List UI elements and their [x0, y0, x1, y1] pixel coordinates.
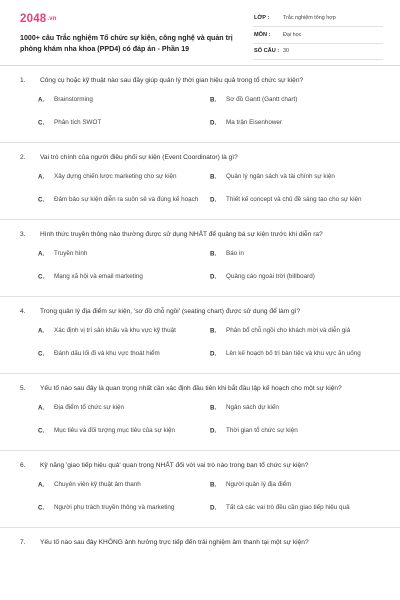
option-letter: A.: [38, 404, 45, 411]
answer-option-d[interactable]: [210, 423, 382, 438]
question-number: 7.: [20, 539, 26, 546]
option-letter: B.: [210, 327, 217, 334]
meta-row-count: [253, 46, 383, 60]
meta-value: Trắc nghiệm tổng hợp: [283, 15, 336, 22]
option-text: Xác định vị trí sân khấu và khu vực kỹ thuật: [54, 326, 176, 334]
option-text: Lên kế hoạch bố trí bàn tiệc và khu vực ăn uống: [226, 349, 361, 357]
answer-option-a[interactable]: [38, 323, 210, 338]
answer-option-a[interactable]: [38, 92, 210, 107]
option-letter: C.: [38, 504, 45, 511]
meta-label: MÔN :: [254, 31, 271, 38]
option-text: Ma trận Eisenhower: [226, 118, 282, 126]
question-text: Công cụ hoặc kỹ thuật nào sau đây giúp quản lý thời gian hiệu quả trong tổ chức sự kiện?: [40, 77, 304, 84]
answer-option-b[interactable]: [210, 92, 382, 107]
option-letter: A.: [38, 481, 45, 488]
question-text: Yếu tố nào sau đây là quan trọng nhất cần xác định đầu tiên khi bắt đầu lập kế hoạch cho một sự kiện?: [40, 385, 342, 392]
question-prompt: [20, 76, 382, 86]
option-text: Thời gian tổ chức sự kiện: [226, 426, 298, 434]
option-letter: C.: [38, 196, 45, 203]
answer-option-c[interactable]: [38, 115, 210, 130]
option-letter: B.: [210, 481, 217, 488]
brand-tld: .vn: [47, 15, 57, 22]
answer-option-b[interactable]: [210, 477, 382, 492]
answer-option-d[interactable]: [210, 115, 382, 130]
answer-option-a[interactable]: [38, 400, 210, 415]
option-text: Mạng xã hội và email marketing: [54, 272, 143, 280]
answer-options: [20, 477, 382, 523]
option-letter: C.: [38, 119, 45, 126]
answer-options: [20, 323, 382, 369]
option-letter: C.: [38, 273, 45, 280]
meta-value: 30: [283, 48, 289, 55]
question-1: [0, 66, 400, 143]
option-letter: A.: [38, 250, 45, 257]
option-letter: B.: [210, 404, 217, 411]
meta-row-subject: [253, 30, 383, 44]
option-letter: A.: [38, 96, 45, 103]
question-3: [0, 220, 400, 297]
option-text: Sơ đồ Gantt (Gantt chart): [226, 95, 298, 103]
option-text: Mục tiêu và đối tượng mục tiêu của sự kiện: [54, 426, 176, 434]
option-text: Tất cả các vai trò đều cần giao tiếp hiệu quả: [226, 503, 350, 511]
question-number: 6.: [20, 462, 26, 469]
option-letter: A.: [38, 327, 45, 334]
option-letter: B.: [210, 173, 217, 180]
meta-value: Đại học: [283, 31, 302, 38]
option-letter: D.: [210, 504, 217, 511]
question-7: [0, 528, 400, 558]
option-letter: C.: [38, 350, 45, 357]
option-letter: D.: [210, 350, 217, 357]
answer-options: [20, 92, 382, 138]
question-number: 5.: [20, 385, 26, 392]
answer-option-c[interactable]: [38, 500, 210, 515]
question-5: [0, 374, 400, 451]
answer-option-a[interactable]: [38, 246, 210, 261]
question-prompt: [20, 538, 382, 548]
question-prompt: [20, 230, 382, 240]
option-text: Phân tích SWOT: [54, 118, 102, 126]
answer-option-b[interactable]: [210, 169, 382, 184]
question-prompt: [20, 153, 382, 163]
option-text: Brainstorming: [54, 95, 93, 103]
answer-option-b[interactable]: [210, 323, 382, 338]
meta-label: SỐ CÂU :: [254, 48, 280, 54]
option-text: Phân bổ chỗ ngồi cho khách mời và diễn giả: [226, 326, 351, 334]
answer-option-b[interactable]: [210, 246, 382, 261]
question-number: 3.: [20, 231, 26, 238]
meta-label: LỚP :: [254, 15, 270, 21]
question-number: 1.: [20, 77, 26, 84]
option-text: Người quản lý địa điểm: [226, 480, 292, 488]
answer-option-d[interactable]: [210, 346, 382, 361]
option-letter: C.: [38, 427, 45, 434]
option-letter: D.: [210, 119, 217, 126]
option-text: Đánh dấu lối đi và khu vực thoát hiểm: [54, 349, 160, 357]
answer-option-a[interactable]: [38, 169, 210, 184]
question-4: [0, 297, 400, 374]
option-text: Địa điểm tổ chức sự kiện: [54, 403, 125, 411]
question-text: Vai trò chính của người điều phối sự kiện (Event Coordinator) là gì?: [40, 154, 238, 161]
answer-option-c[interactable]: [38, 346, 210, 361]
answer-option-c[interactable]: [38, 192, 210, 207]
option-text: Báo in: [226, 249, 244, 257]
answer-option-c[interactable]: [38, 423, 210, 438]
option-letter: B.: [210, 250, 217, 257]
answer-option-d[interactable]: [210, 269, 382, 284]
question-text: Trong quản lý địa điểm sự kiện, 'sơ đồ chỗ ngồi' (seating chart) được sử dụng để làm gì?: [40, 308, 301, 315]
question-prompt: [20, 307, 382, 317]
option-text: Chuyên viên kỹ thuật âm thanh: [54, 480, 141, 488]
question-text: Hình thức truyền thông nào thường được sử dụng NHẤT để quảng bá sự kiện trước khi diễn ra?: [40, 231, 323, 238]
question-text: Yếu tố nào sau đây KHÔNG ảnh hưởng trực tiếp đến trải nghiệm âm thanh tại một sự kiện?: [40, 539, 309, 546]
option-letter: A.: [38, 173, 45, 180]
option-letter: D.: [210, 196, 217, 203]
option-text: Đảm bảo sự kiện diễn ra suôn sẻ và đúng kế hoạch: [54, 195, 199, 203]
option-letter: D.: [210, 273, 217, 280]
document-meta: [253, 13, 383, 63]
answer-options: [20, 400, 382, 446]
option-letter: D.: [210, 427, 217, 434]
document-title: 1000+ câu Trắc nghiệm Tổ chức sự kiện, công nghệ và quản trị phòng khám nha khoa (PPD4) có đáp án - Phần 19: [20, 34, 233, 53]
question-number: 2.: [20, 154, 26, 161]
question-prompt: [20, 384, 382, 394]
option-text: Quản lý ngân sách và tài chính sự kiện: [226, 172, 335, 180]
option-text: Xây dựng chiến lược marketing cho sự kiện: [54, 172, 177, 180]
answer-option-d[interactable]: [210, 500, 382, 515]
question-6: [0, 451, 400, 528]
option-text: Thiết kế concept và chủ đề sáng tạo cho sự kiện: [226, 195, 362, 203]
answer-option-b[interactable]: [210, 400, 382, 415]
meta-row-class: [253, 13, 383, 27]
document-header: [0, 0, 400, 66]
option-text: Truyền hình: [54, 249, 88, 257]
option-text: Quảng cáo ngoài trời (billboard): [226, 272, 315, 280]
question-text: Kỹ năng 'giao tiếp hiệu quả' quan trọng NHẤT đối với vai trò nào trong ban tổ chức sự kiện?: [40, 462, 309, 469]
question-list: [0, 66, 400, 558]
answer-options: [20, 169, 382, 215]
answer-option-c[interactable]: [38, 269, 210, 284]
answer-option-a[interactable]: [38, 477, 210, 492]
question-2: [0, 143, 400, 220]
option-letter: B.: [210, 96, 217, 103]
question-prompt: [20, 461, 382, 471]
option-text: Người phụ trách truyền thông và marketing: [54, 503, 175, 511]
answer-option-d[interactable]: [210, 192, 382, 207]
brand-name: 2048: [20, 13, 47, 25]
question-number: 4.: [20, 308, 26, 315]
option-text: Ngân sách dự kiến: [226, 403, 279, 411]
answer-options: [20, 246, 382, 292]
site-logo[interactable]: [20, 13, 57, 25]
